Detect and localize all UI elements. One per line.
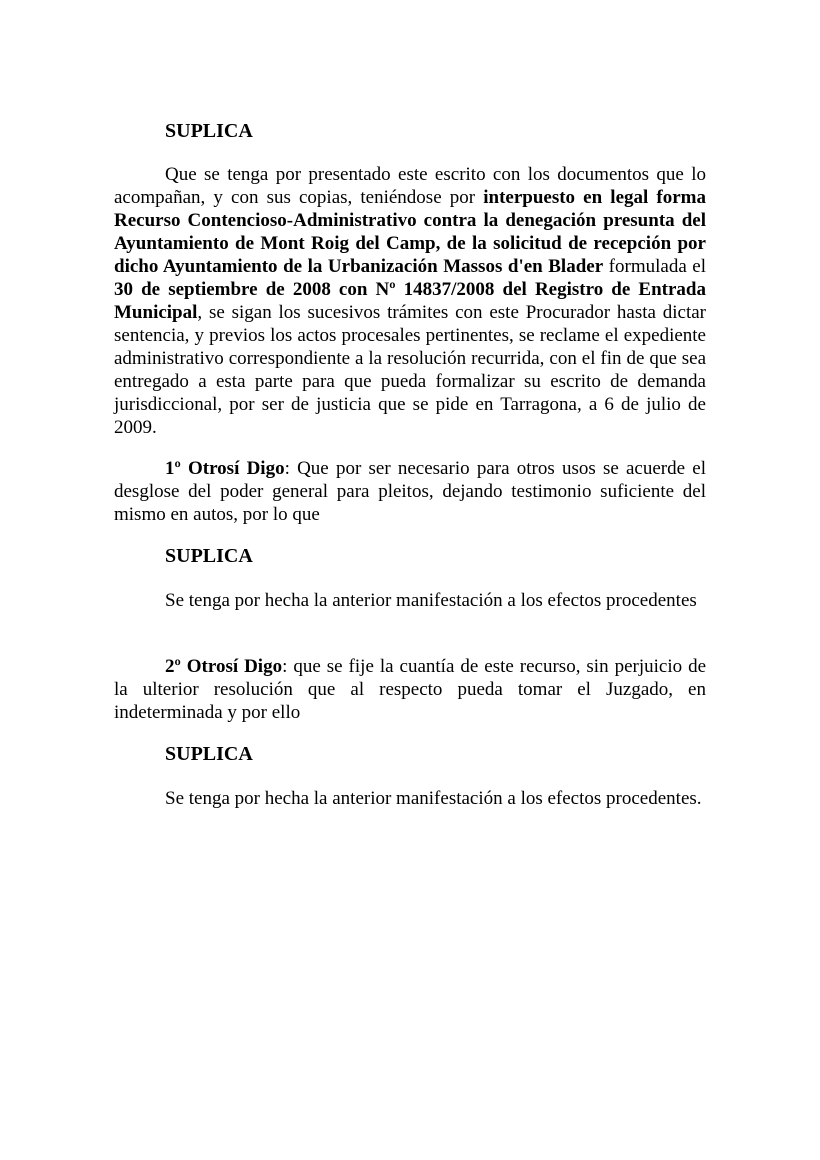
petition-intro-text: Que se tenga por presentado este escrito con los documentos que lo acompañan, y con sus copias, teniéndose por [114, 164, 706, 208]
manifestacion-1-paragraph: Se tenga por hecha la anterior manifestación a los efectos procedentes [165, 590, 697, 611]
otrosi-1-label: 1º Otrosí Digo [165, 458, 285, 479]
otrosi-1-paragraph [114, 457, 706, 526]
petition-mid-text: formulada el [603, 256, 706, 277]
manifestacion-2-paragraph: Se tenga por hecha la anterior manifestación a los efectos procedentes. [165, 788, 702, 809]
otrosi-2-label: 2º Otrosí Digo [165, 656, 283, 677]
suplica-heading-2: SUPLICA [165, 545, 253, 567]
otrosi-2-body: : que se fije la cuantía de este recurso, sin perjuicio de la ulterior resolución que al respecto pueda tomar el Juzgado, en indeterminada y por ello [114, 656, 707, 723]
petition-closing-text: , se sigan los sucesivos trámites con este Procurador hasta dictar sentencia, y previos los actos procesales pertinentes, se reclame el expediente administrativo correspondiente a la resolución recurrida, con el fin de que sea entregado a esta parte para que pueda formalizar su escrito de demanda jurisdiccional, por ser de justicia que se pide en Tarragona, a 6 de julio de 2009. [114, 302, 706, 438]
petition-paragraph [114, 163, 706, 439]
petition-bold-registry: 30 de septiembre de 2008 con Nº 14837/2008 del Registro de Entrada Municipal [114, 279, 706, 323]
otrosi-2-paragraph [114, 655, 706, 724]
petition-bold-interposition: interpuesto en legal forma Recurso Contencioso-Administrativo contra la denegación presunta del Ayuntamiento de Mont Roig del Camp, de la solicitud de recepción por dicho Ayuntamiento de la Urbanización Massos d'en Blader [114, 187, 706, 277]
suplica-heading-1: SUPLICA [165, 120, 253, 142]
otrosi-1-body: : Que por ser necesario para otros usos se acuerde el desglose del poder general para pleitos, dejando testimonio suficiente del mismo en autos, por lo que [114, 458, 706, 525]
suplica-heading-3: SUPLICA [165, 743, 253, 765]
